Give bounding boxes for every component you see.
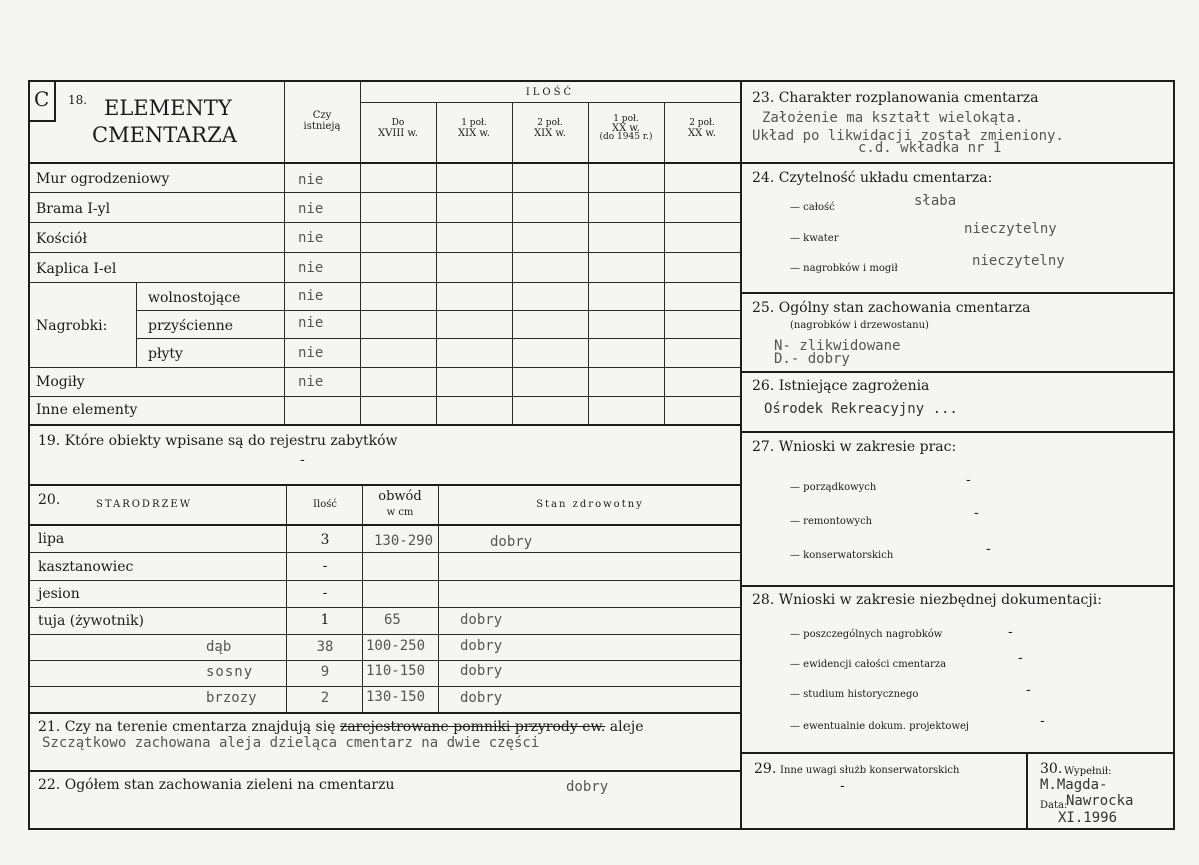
s19-value: - (300, 452, 305, 468)
grid-line (436, 102, 437, 424)
grid-line (742, 292, 1175, 294)
grid-line (28, 282, 740, 283)
tree-name-sosny: sosny (206, 664, 254, 680)
s24-value-calosc: słaba (914, 193, 957, 209)
s20-ilosc: Ilość (313, 499, 337, 510)
s27-row-konserwatorskich: — konserwatorskich (790, 550, 894, 561)
czy-istnieja-2: istnieją (303, 121, 341, 132)
tree-stan-lipa: dobry (490, 534, 533, 550)
s28-label: 28. Wnioski w zakresie niezbędnej dokumentacji: (752, 592, 1102, 608)
tree-qty-tuja: 1 (320, 612, 330, 628)
grid-line (28, 712, 740, 714)
period-1-l1: Do (391, 118, 405, 128)
value-wolnostojace: nie (298, 288, 324, 304)
s25-sub: (nagrobków i drzewostanu) (790, 320, 929, 331)
grid-line (742, 752, 1175, 754)
s23-line1: Założenie ma kształt wielokąta. (762, 110, 1024, 126)
ilosc-header: ILOŚĆ (525, 87, 575, 98)
grid-line (742, 585, 1175, 587)
czy-istnieja-1: Czy (312, 110, 332, 121)
s27-value-2: - (974, 505, 979, 521)
elem-kosciol: Kościół (36, 231, 87, 247)
s28-row-projektowej: — ewentualnie dokum. projektowej (790, 721, 970, 732)
s30-name-2: Nawrocka (1066, 793, 1134, 809)
grid-line (28, 252, 740, 253)
s20-obwod-2: w cm (386, 507, 414, 518)
s24-label: 24. Czytelność układu cmentarza: (752, 170, 993, 186)
frame-top (28, 80, 1175, 82)
grid-line (742, 162, 1175, 164)
period-5-l1: 2 poł. (689, 118, 715, 128)
s28-row-nagrobkow: — poszczególnych nagrobków (790, 629, 943, 640)
s28-value-1: - (1008, 624, 1013, 640)
frame-bottom (28, 828, 1175, 830)
grid-line (360, 82, 361, 424)
s20-obwod-1: obwód (378, 489, 422, 504)
s30-label: Wypełnił: (1064, 766, 1112, 777)
s25-value-2: D.- dobry (774, 351, 850, 367)
grid-line (286, 486, 287, 712)
period-4-l1: 1 poł. (613, 114, 639, 124)
tree-qty-lipa: 3 (320, 532, 330, 548)
s29-number: 29. (754, 761, 777, 777)
s28-value-3: - (1026, 682, 1031, 698)
tree-obwod-tuja: 65 (384, 612, 401, 628)
value-mur: nie (298, 172, 324, 188)
grid-line (28, 552, 740, 553)
grid-line (512, 102, 513, 424)
grid-line (742, 371, 1175, 373)
s26-value: Ośrodek Rekreacyjny ... (764, 401, 958, 417)
s25-value-1: N- zlikwidowane (774, 338, 901, 354)
tree-name-jesion: jesion (38, 586, 80, 602)
elem-kaplica: Kaplica I-el (36, 261, 117, 277)
period-5-l2: XX w. (688, 128, 716, 139)
grid-line (136, 338, 740, 339)
grid-line (136, 282, 137, 367)
tree-name-tuja: tuja (żywotnik) (38, 613, 145, 629)
tree-qty-jesion: - (322, 585, 328, 601)
period-3-l2: XIX w. (534, 128, 566, 139)
s21-after-text: aleje (609, 719, 644, 735)
grid-line (28, 580, 740, 581)
s21-label-text: 21. Czy na terenie cmentarza znajdują się (38, 719, 336, 735)
value-mogily: nie (298, 374, 324, 390)
s30-number: 30. (1040, 761, 1063, 777)
tree-name-lipa: lipa (38, 531, 65, 547)
s21-label (38, 719, 644, 735)
s28-value-2: - (1018, 650, 1023, 666)
value-kaplica: nie (298, 260, 324, 276)
s24-row-calosc: — całość (790, 202, 835, 213)
s30-data-label: Data: (1040, 800, 1068, 811)
grid-line (28, 424, 740, 426)
header-title-2: CMENTARZA (92, 123, 237, 147)
value-plyty: nie (298, 345, 324, 361)
s23-line2: Układ po likwidacji został zmieniony. (752, 128, 1064, 144)
s23-line3: c.d. wkładka nr 1 (858, 140, 1002, 156)
grid-line (28, 686, 740, 687)
value-brama: nie (298, 201, 324, 217)
s21-struck-text: zarejestrowane pomniki przyrody ew. (339, 719, 606, 735)
s25-label: 25. Ogólny stan zachowania cmentarza (752, 300, 1031, 316)
s29-label: Inne uwagi służb konserwatorskich (780, 765, 960, 776)
s28-row-studium: — studium historycznego (790, 689, 919, 700)
grid-line (438, 486, 439, 712)
header-title-1: ELEMENTY (104, 96, 232, 120)
s28-row-ewidencji: — ewidencji całości cmentarza (790, 659, 947, 670)
elem-inne: Inne elementy (36, 402, 138, 418)
grid-line (28, 367, 740, 368)
s20-number: 20. (38, 492, 61, 508)
tree-name-kasztanowiec: kasztanowiec (38, 559, 134, 575)
s24-value-kwater: nieczytelny (964, 221, 1057, 237)
s29-value: - (840, 778, 845, 794)
s20-title: STARODRZEW (96, 499, 192, 510)
tree-stan-tuja: dobry (460, 612, 503, 628)
grid-line (742, 431, 1175, 433)
tree-obwod-sosny: 110-150 (366, 663, 426, 679)
s27-value-3: - (986, 541, 991, 557)
s26-label: 26. Istniejące zagrożenia (752, 378, 930, 394)
s28-value-4: - (1040, 713, 1045, 729)
grid-line (1026, 752, 1028, 830)
grid-line (360, 102, 740, 103)
s27-row-porzadkowych: — porządkowych (790, 482, 877, 493)
tree-qty-brzozy: 2 (320, 690, 330, 706)
tree-stan-brzozy: dobry (460, 690, 503, 706)
grid-line (28, 634, 740, 635)
section-letter: C (34, 87, 50, 111)
grid-line (28, 222, 740, 223)
column-divider (740, 80, 742, 830)
s30-name-1: M.Magda- (1040, 777, 1108, 793)
elem-mogily: Mogiły (36, 374, 85, 390)
value-kosciol: nie (298, 230, 324, 246)
tree-name-dab: dąb (206, 639, 232, 655)
grid-line (28, 524, 740, 526)
tree-name-brzozy: brzozy (206, 690, 257, 706)
grid-line (362, 486, 363, 712)
elem-przyscienne: przyścienne (148, 318, 234, 334)
grid-line (28, 660, 740, 661)
tree-obwod-brzozy: 130-150 (366, 689, 426, 705)
s30-date: XI.1996 (1058, 810, 1118, 826)
tree-qty-dab: 38 (316, 639, 334, 655)
tree-obwod-lipa: 130-290 (374, 533, 434, 549)
s22-value: dobry (566, 779, 609, 795)
grid-line (136, 310, 740, 311)
header-number: 18. (68, 93, 88, 107)
s27-row-remontowych: — remontowych (790, 516, 873, 527)
grid-line (28, 484, 740, 486)
period-4-l3: (do 1945 r.) (599, 132, 653, 142)
grid-line (28, 192, 740, 193)
period-1-l2: XVIII w. (378, 128, 418, 139)
grid-line (664, 102, 665, 424)
tree-stan-sosny: dobry (460, 663, 503, 679)
tree-qty-sosny: 9 (320, 664, 330, 680)
period-3-l1: 2 poł. (537, 118, 563, 128)
period-4-l2: XX w. (612, 123, 640, 134)
frame-right (1173, 80, 1175, 830)
grid-line (28, 770, 740, 772)
elem-nagrobki: Nagrobki: (36, 318, 108, 334)
grid-line (284, 82, 285, 424)
s21-value: Szczątkowo zachowana aleja dzieląca cmentarz na dwie części (42, 735, 540, 751)
s22-label: 22. Ogółem stan zachowania zieleni na cmentarzu (38, 777, 395, 793)
s19-label: 19. Które obiekty wpisane są do rejestru zabytków (38, 433, 398, 449)
s24-row-kwater: — kwater (790, 233, 839, 244)
s23-label: 23. Charakter rozplanowania cmentarza (752, 90, 1039, 106)
elem-wolnostojace: wolnostojące (148, 290, 241, 306)
period-2-l2: XIX w. (458, 128, 490, 139)
grid-line (28, 607, 740, 608)
s24-value-nagrobkow: nieczytelny (972, 253, 1065, 269)
tree-qty-kasztanowiec: - (322, 558, 328, 574)
grid-line (28, 396, 740, 397)
tree-obwod-dab: 100-250 (366, 638, 426, 654)
grid-line (28, 162, 740, 164)
s27-label: 27. Wnioski w zakresie prac: (752, 439, 957, 455)
s20-stan: Stan zdrowotny (536, 499, 644, 510)
grid-line (588, 102, 589, 424)
elem-mur: Mur ogrodzeniowy (36, 171, 170, 187)
elem-plyty: płyty (148, 346, 183, 362)
value-przyscienne: nie (298, 315, 324, 331)
period-2-l1: 1 poł. (461, 118, 487, 128)
tree-stan-dab: dobry (460, 638, 503, 654)
elem-brama: Brama I-yl (36, 201, 111, 217)
s27-value-1: - (966, 472, 971, 488)
s24-row-nagrobkow: — nagrobków i mogił (790, 263, 898, 274)
